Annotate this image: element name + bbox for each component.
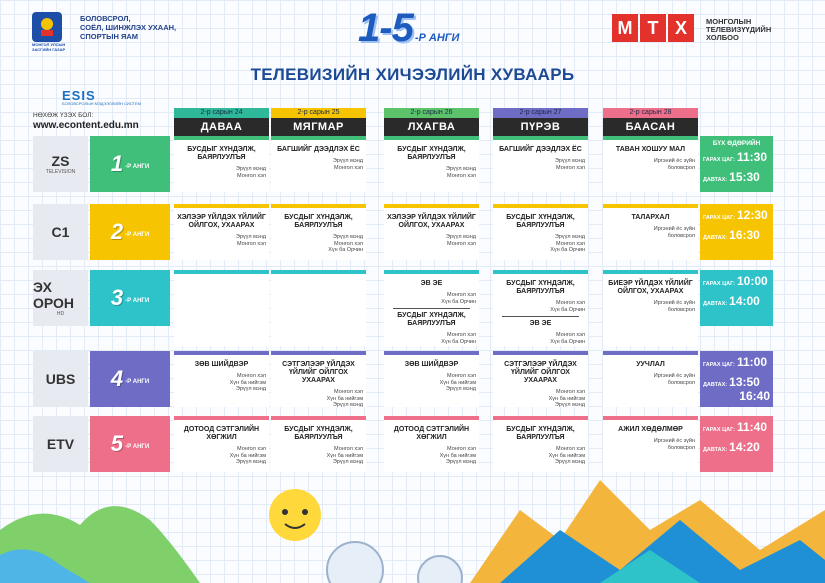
grade-suffix: -Р АНГИ xyxy=(125,232,150,238)
lesson-title: ЭВ ЭЕ xyxy=(420,280,443,287)
broadcast-label: ГАРАХ ЦАГ: xyxy=(703,281,735,287)
subject-tag: боловсрол xyxy=(667,444,695,451)
subject-tag: Монгол хэл xyxy=(556,164,585,171)
subject-tag: Хүн ба нийгэм xyxy=(439,379,476,386)
subject-tag: Монгол хэл xyxy=(334,446,363,452)
subject-tag: Хүн ба нийгэм xyxy=(326,452,363,459)
channel-name: ЭХ ОРОН xyxy=(33,279,75,311)
broadcast-label: ГАРАХ ЦАГ: xyxy=(703,157,735,163)
subject-tag: Монгол хэл xyxy=(556,300,585,306)
rerun-time: 15:30 xyxy=(729,170,760,184)
day-date: 2-р сарын 26 xyxy=(384,108,479,118)
subject-tag: Эрүүл мэнд xyxy=(554,158,585,164)
lesson-title: АЖИЛ ХӨДӨЛМӨР xyxy=(618,426,683,433)
lesson-title: СЭТГЭЛЭЭР ҮЙЛДЭХ ҮЙЛИЙГ ОЙЛГОХ УХААРАХ xyxy=(504,361,577,384)
grade-label xyxy=(90,136,170,192)
grade-suffix: -Р АНГИ xyxy=(125,298,150,304)
lesson-title: БУСДЫГ ХҮНДЭЛЖ, БАЯРЛУУЛЪЯ xyxy=(284,214,353,229)
day-date: 2-р сарын 27 xyxy=(493,108,588,118)
broadcast-time: 11:30 xyxy=(736,150,767,164)
subject-tag: Иргэний ёс зүйн xyxy=(653,226,695,232)
subject-tag: Монгол хэл xyxy=(556,446,585,452)
grade-label xyxy=(90,204,170,260)
broadcast-times xyxy=(700,270,773,326)
subject-tag: Хүн ба нийгэм xyxy=(548,395,585,402)
lesson-cell xyxy=(603,270,698,346)
rerun-label: ДАВТАХ: xyxy=(703,382,728,388)
grade-suffix: -Р АНГИ xyxy=(125,164,150,170)
lesson-title: БУСДЫГ ХҮНДЭЛЖ, БАЯРЛУУЛЪЯ xyxy=(284,426,353,441)
lesson-subjects xyxy=(274,389,363,409)
subject-tag: Эрүүл мэнд xyxy=(332,158,363,164)
grade-number: 3 xyxy=(110,285,124,310)
subject-tag: Монгол хэл xyxy=(447,240,476,247)
rerun-label: ДАВТАХ: xyxy=(703,447,728,453)
subject-tag: Эрүүл мэнд xyxy=(554,402,585,408)
lesson-cell xyxy=(384,270,479,346)
lesson-cell xyxy=(603,136,698,192)
grade-suffix: -Р АНГИ xyxy=(125,444,150,450)
lesson-cell xyxy=(493,136,588,192)
channel-logo xyxy=(33,270,88,326)
broadcast-time: 12:30 xyxy=(736,208,768,222)
lesson-subjects xyxy=(387,292,476,305)
rerun-time: 14:20 xyxy=(729,440,760,454)
subject-tag: Эрүүл мэнд xyxy=(445,386,476,392)
lesson-subjects xyxy=(496,332,585,345)
lesson-title: ХЭЛЭЭР ҮЙЛДЭХ ҮЙЛИЙГ ОЙЛГОХ, УХААРАХ xyxy=(387,214,476,229)
broadcast-label: ГАРАХ ЦАГ: xyxy=(703,427,735,433)
lesson-subjects xyxy=(496,234,585,254)
lesson-title: БАГШИЙГ ДЭЭДЛЭХ ЁС xyxy=(499,146,582,153)
subject-tag: Хүн ба Орчин xyxy=(550,247,585,253)
subject-tag: Эрүүл мэнд xyxy=(332,459,363,465)
lesson-title: ЗӨВ ШИЙДВЭР xyxy=(194,361,249,368)
channel-logo xyxy=(33,136,88,192)
rerun-time: 13:50 xyxy=(729,375,760,389)
lesson-cell xyxy=(384,416,479,472)
lesson-divider xyxy=(393,308,470,309)
subject-tag: Хүн ба нийгэм xyxy=(229,379,266,386)
subject-tag: Хүн ба Орчин xyxy=(441,298,476,305)
channel-name: ETV xyxy=(46,436,75,452)
lesson-cell xyxy=(174,204,269,260)
everyday-label: БҮХ ӨДӨРИЙН xyxy=(712,140,761,147)
lesson-cell xyxy=(271,270,366,346)
lesson-subjects xyxy=(606,158,695,171)
lesson-cell xyxy=(493,270,588,346)
lesson-cell xyxy=(603,204,698,260)
lesson-cell xyxy=(493,204,588,260)
catchup-label: НӨХӨЖ ҮЗЭХ БОЛ: xyxy=(33,112,94,119)
subject-tag: Монгол хэл xyxy=(447,332,476,338)
lesson-subjects xyxy=(387,166,476,179)
lesson-title: БАГШИЙГ ДЭЭДЛЭХ ЁС xyxy=(277,146,360,153)
lesson-subjects xyxy=(177,446,266,466)
lesson-subjects xyxy=(387,332,476,345)
subject-tag: Монгол хэл xyxy=(237,240,266,247)
mtx-logo xyxy=(612,14,696,42)
day-header xyxy=(603,108,698,136)
subject-tag: Монгол хэл xyxy=(556,389,585,395)
channel-logo xyxy=(33,351,88,407)
grade-label xyxy=(90,416,170,472)
lesson-title: ТАВАН ХОШУУ МАЛ xyxy=(615,146,686,153)
subject-tag: Иргэний ёс зүйн xyxy=(653,373,695,379)
subject-tag: боловсрол xyxy=(667,306,695,313)
grade-suffix: -Р АНГИ xyxy=(125,379,150,385)
lesson-cell xyxy=(271,204,366,260)
rerun-label: ДАВТАХ: xyxy=(703,177,728,183)
subject-tag: Хүн ба Орчин xyxy=(550,338,585,345)
lesson-title: ХЭЛЭЭР ҮЙЛДЭХ ҮЙЛИЙГ ОЙЛГОХ, УХААРАХ xyxy=(177,214,266,229)
lesson-subjects xyxy=(274,446,363,466)
subject-tag: Монгол хэл xyxy=(237,446,266,452)
day-header xyxy=(493,108,588,136)
lesson-subjects xyxy=(274,234,363,254)
lesson-title: БУСДЫГ ХҮНДЭЛЖ, БАЯРЛУУЛЪЯ xyxy=(397,312,466,327)
lesson-subjects xyxy=(606,226,695,239)
rerun-label: ДАВТАХ: xyxy=(703,235,728,241)
rerun-time: 16:30 xyxy=(729,228,760,242)
lesson-subjects xyxy=(177,234,266,247)
lesson-cell xyxy=(603,351,698,407)
subject-tag: Монгол хэл xyxy=(447,172,476,179)
mtx-letter: Т xyxy=(640,14,666,42)
lesson-cell xyxy=(271,136,366,192)
lesson-cell xyxy=(271,416,366,472)
subject-tag: боловсрол xyxy=(667,379,695,386)
broadcast-times xyxy=(700,416,773,472)
esis-subtitle: БОЛОВСРОЛЫН МЭДЭЭЛЛИЙН СИСТЕМ xyxy=(62,101,141,106)
channel-logo xyxy=(33,204,88,260)
day-name: ЛХАГВА xyxy=(384,118,479,136)
lesson-cell xyxy=(174,270,269,346)
lesson-subjects xyxy=(496,300,585,313)
subject-tag: Монгол хэл xyxy=(447,373,476,379)
subject-tag: Монгол хэл xyxy=(556,240,585,247)
grade-label xyxy=(90,270,170,326)
subject-tag: Хүн ба Орчин xyxy=(328,247,363,253)
subject-tag: Хүн ба Орчин xyxy=(441,338,476,345)
channel-logo xyxy=(33,416,88,472)
lesson-cell xyxy=(493,416,588,472)
grade-number: 5 xyxy=(110,431,124,456)
broadcast-label: ГАРАХ ЦАГ: xyxy=(703,362,735,368)
subject-tag: Эрүүл мэнд xyxy=(554,459,585,465)
subject-tag: Иргэний ёс зүйн xyxy=(653,300,695,306)
subject-tag: Монгол хэл xyxy=(334,240,363,247)
grade-number: 4 xyxy=(110,366,124,391)
day-header xyxy=(271,108,366,136)
grade-label xyxy=(90,351,170,407)
day-header xyxy=(384,108,479,136)
mtx-letter: Х xyxy=(668,14,694,42)
lesson-subjects xyxy=(496,158,585,171)
lesson-title: ДОТООД СЭТГЭЛИЙН ХӨГЖИЛ xyxy=(393,426,470,441)
mtx-letter: М xyxy=(612,14,638,42)
subject-tag: Монгол хэл xyxy=(447,292,476,298)
subject-tag: Хүн ба нийгэм xyxy=(326,395,363,402)
ministry-name: БОЛОВСРОЛ, СОЁЛ, ШИНЖЛЭХ УХААН, СПОРТЫН ЯАМ xyxy=(80,14,177,41)
lesson-cell xyxy=(174,136,269,192)
lesson-cell xyxy=(493,351,588,407)
day-name: ДАВАА xyxy=(174,118,269,136)
lesson-title: ЭВ ЭЕ xyxy=(529,320,552,327)
lesson-cell xyxy=(174,351,269,407)
lesson-subjects xyxy=(387,446,476,466)
lesson-title: ТАЛАРХАЛ xyxy=(631,214,670,221)
page-title: ТЕЛЕВИЗИЙН ХИЧЭЭЛИЙН ХУВААРЬ xyxy=(250,65,575,84)
subject-tag: Эрүүл мэнд xyxy=(332,402,363,408)
lesson-title: БУСДЫГ ХҮНДЭЛЖ, БАЯРЛУУЛЪЯ xyxy=(187,146,256,161)
day-name: БААСАН xyxy=(603,118,698,136)
subject-tag: Монгол хэл xyxy=(447,446,476,452)
lesson-cell xyxy=(384,351,479,407)
subject-tag: Эрүүл мэнд xyxy=(235,234,266,240)
lesson-subjects xyxy=(496,446,585,466)
rerun-time: 14:00 xyxy=(729,294,760,308)
lesson-subjects xyxy=(606,438,695,451)
broadcast-time: 11:40 xyxy=(736,420,767,434)
grade-number: 1 xyxy=(110,151,124,176)
subject-tag: Эрүүл мэнд xyxy=(235,386,266,392)
lesson-subjects xyxy=(387,373,476,393)
decorative-landscape xyxy=(0,470,825,583)
rerun-label: ДАВТАХ: xyxy=(703,301,728,307)
website-link[interactable]: www.econtent.edu.mn xyxy=(33,120,139,131)
lesson-subjects xyxy=(387,234,476,247)
subject-tag: Эрүүл мэнд xyxy=(554,234,585,240)
subject-tag: Эрүүл мэнд xyxy=(445,166,476,172)
subject-tag: Эрүүл мэнд xyxy=(445,459,476,465)
subject-tag: Монгол хэл xyxy=(237,172,266,179)
subject-tag: Эрүүл мэнд xyxy=(332,234,363,240)
lesson-cell xyxy=(271,351,366,407)
rerun-time-2: 16:40 xyxy=(739,389,770,403)
subject-tag: боловсрол xyxy=(667,164,695,171)
grade-number: 2 xyxy=(110,219,124,244)
emblem-caption: МОНГОЛ УЛСЫН ЗАСГИЙН ГАЗАР xyxy=(32,42,66,52)
subject-tag: Иргэний ёс зүйн xyxy=(653,438,695,444)
day-date: 2-р сарын 25 xyxy=(271,108,366,118)
subject-tag: Эрүүл мэнд xyxy=(235,166,266,172)
channel-name: C1 xyxy=(51,224,70,240)
subject-tag: Хүн ба Орчин xyxy=(550,306,585,313)
lesson-title: БУСДЫГ ХҮНДЭЛЖ, БАЯРЛУУЛЪЯ xyxy=(397,146,466,161)
day-name: МЯГМАР xyxy=(271,118,366,136)
lesson-subjects xyxy=(606,373,695,386)
lesson-subjects xyxy=(177,166,266,179)
lesson-title: БИЕЭР ҮЙЛДЭХ ҮЙЛИЙГ ОЙЛГОХ, УХААРАХ xyxy=(608,280,693,295)
channel-name: UBS xyxy=(45,371,76,387)
lesson-subjects xyxy=(606,300,695,313)
lesson-cell xyxy=(384,204,479,260)
lesson-title: БУСДЫГ ХҮНДЭЛЖ, БАЯРЛУУЛЪЯ xyxy=(506,426,575,441)
subject-tag: боловсрол xyxy=(667,232,695,239)
channel-subtitle: TELEVISION xyxy=(45,169,76,175)
subject-tag: Иргэний ёс зүйн xyxy=(653,158,695,164)
day-date: 2-р сарын 24 xyxy=(174,108,269,118)
channel-subtitle: HD xyxy=(56,311,65,317)
lesson-title: СЭТГЭЛЭЭР ҮЙЛДЭХ ҮЙЛИЙГ ОЙЛГОХ УХААРАХ xyxy=(282,361,355,384)
subject-tag: Монгол хэл xyxy=(556,332,585,338)
lesson-cell xyxy=(174,416,269,472)
subject-tag: Монгол хэл xyxy=(237,373,266,379)
lesson-title: БУСДЫГ ХҮНДЭЛЖ, БАЯРЛУУЛЪЯ xyxy=(506,280,575,295)
broadcast-times xyxy=(700,204,773,260)
subject-tag: Хүн ба нийгэм xyxy=(229,452,266,459)
day-name: ПҮРЭВ xyxy=(493,118,588,136)
subject-tag: Эрүүл мэнд xyxy=(235,459,266,465)
lesson-subjects xyxy=(274,158,363,171)
lesson-title: ДОТООД СЭТГЭЛИЙН ХӨГЖИЛ xyxy=(183,426,260,441)
lesson-subjects xyxy=(177,373,266,393)
day-header xyxy=(174,108,269,136)
lesson-divider xyxy=(502,316,579,317)
broadcast-label: ГАРАХ ЦАГ: xyxy=(703,215,735,221)
broadcast-time: 10:00 xyxy=(736,274,768,288)
subject-tag: Хүн ба нийгэм xyxy=(439,452,476,459)
lesson-title: УУЧЛАЛ xyxy=(636,361,665,368)
grade-range-title: 1-5 -Р АНГИ xyxy=(358,6,460,50)
broadcast-times xyxy=(700,136,773,192)
subject-tag: Эрүүл мэнд xyxy=(445,234,476,240)
lesson-title: ЗӨВ ШИЙДВЭР xyxy=(404,361,459,368)
broadcast-time: 11:00 xyxy=(736,355,767,369)
mtx-name: МОНГОЛЫН ТЕЛЕВИЗҮҮДИЙН ХОЛБОО xyxy=(706,17,772,42)
subject-tag: Хүн ба нийгэм xyxy=(548,452,585,459)
day-date: 2-р сарын 28 xyxy=(603,108,698,118)
lesson-cell xyxy=(384,136,479,192)
lesson-subjects xyxy=(496,389,585,409)
lesson-title: БУСДЫГ ХҮНДЭЛЖ, БАЯРЛУУЛЪЯ xyxy=(506,214,575,229)
esis-logo: ESIS xyxy=(62,88,96,103)
lesson-cell xyxy=(603,416,698,472)
subject-tag: Монгол хэл xyxy=(334,389,363,395)
subject-tag: Монгол хэл xyxy=(334,164,363,171)
broadcast-times xyxy=(700,351,773,407)
channel-name: ZS xyxy=(51,153,70,169)
government-emblem-icon xyxy=(32,12,62,42)
